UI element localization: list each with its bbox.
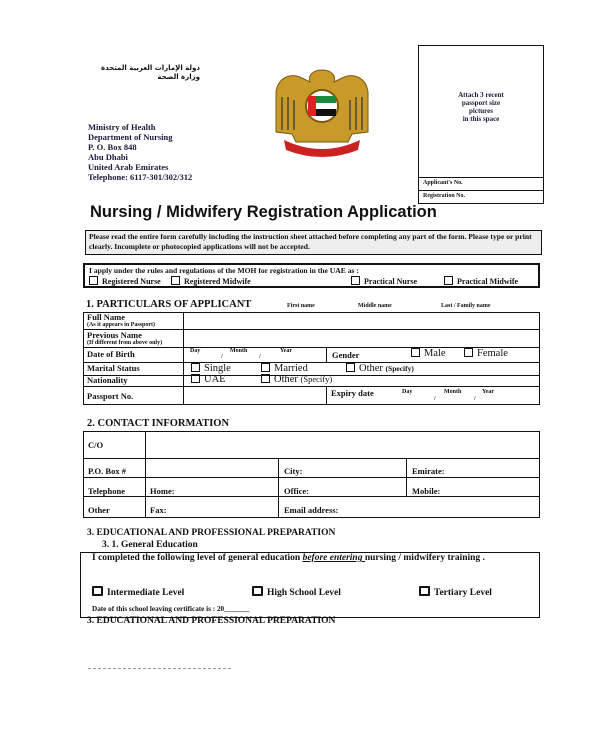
general-education-box [80,552,540,618]
nationality-label: Nationality [87,375,128,385]
option-registered-midwife[interactable] [171,276,251,287]
marital-label: Marital Status [87,363,140,373]
photo-text: pictures [469,107,493,115]
year-label: Year [280,348,292,354]
previous-name-label: Previous Name (If different from above only) [87,330,163,346]
dob-input[interactable] [185,348,325,361]
intermediate-level-option[interactable]: Intermediate Level [92,586,184,598]
address-line: Department of Nursing [88,132,173,142]
passport-input[interactable] [185,388,325,404]
address-line: P. O. Box 848 [88,142,137,152]
particulars-table [83,312,540,405]
separator: / [434,396,436,402]
option-label: Registered Nurse [102,277,161,286]
day-label: Day [190,348,201,354]
email-field[interactable]: Email address: [284,505,339,515]
checkbox-icon [261,363,270,372]
office-phone-field[interactable]: Office: [284,486,310,496]
ministry-address [88,122,192,182]
checkbox-icon [261,374,270,383]
registration-no-field[interactable]: Registration No. [419,190,543,201]
arabic-line: وزارة الصحة [157,73,200,81]
checkbox-icon [411,348,420,357]
section1-heading: 1. PARTICULARS OF APPLICANT [86,299,252,310]
checkbox-icon [464,348,473,357]
page-title: Nursing / Midwifery Registration Application [90,203,437,221]
address-line: Telephone: 6117-301/302/312 [88,172,193,182]
address-line: Abu Dhabi [88,152,128,162]
footer-divider [88,668,231,669]
option-practical-nurse[interactable] [351,276,417,287]
home-phone-field[interactable]: Home: [150,486,175,496]
separator: / [259,354,261,360]
dob-label: Date of Birth [87,349,135,359]
expiry-input[interactable] [394,388,539,404]
other-label: Other [88,505,110,515]
arabic-line: دولة الإمارات العربية المتحدة [100,64,200,72]
full-name-label: Full Name (As it appears in Passport) [87,312,156,328]
telephone-label: Telephone [88,486,126,496]
photo-text: Attach 3 recent [458,91,504,99]
checkbox-icon [89,276,98,285]
checkbox-icon [444,276,453,285]
nationality-other-option[interactable]: Other (Specify) [261,374,332,385]
photo-instructions [419,91,543,123]
tertiary-level-option[interactable]: Tertiary Level [419,586,492,598]
applicant-no-field[interactable]: Applicant's No. [419,177,543,191]
contact-table [83,431,540,518]
city-label[interactable]: City: [284,466,303,476]
section3-heading-repeat: 3. EDUCATIONAL AND PROFESSIONAL PREPARATION [87,616,336,626]
gender-label: Gender [332,350,360,360]
option-label: Practical Nurse [364,277,418,286]
section3-heading: 3. EDUCATIONAL AND PROFESSIONAL PREPARATION [87,528,336,538]
photo-text: passport size [461,99,501,107]
month-label: Month [444,389,462,395]
general-education-subheading: 3. 1. General Education [102,540,198,550]
pobox-input[interactable] [147,460,277,476]
checkbox-icon [346,363,355,372]
expiry-label: Expiry date [331,388,374,398]
last-name-header: Last / Family name [441,303,491,309]
separator: / [474,396,476,402]
day-label: Day [402,389,413,395]
month-label: Month [230,348,248,354]
gender-female-option[interactable]: Female [464,348,508,359]
previous-name-input[interactable] [185,331,539,346]
option-label: Registered Midwife [184,277,251,286]
certificate-date-field[interactable]: Date of this school leaving certificate is : 20_______ [92,605,250,613]
checkbox-icon [252,586,263,596]
education-statement: I completed the following level of general education before entering nursing / midwifery training . [92,553,485,563]
pobox-label: P.O. Box # [88,466,126,476]
co-input[interactable] [147,433,537,457]
uae-emblem-logo [272,62,372,157]
gender-male-option[interactable]: Male [411,348,446,359]
year-label: Year [482,389,494,395]
address-line: Ministry of Health [88,122,156,132]
apply-box [83,263,540,288]
apply-text: I apply under the rules and regulations of the MOH for registration in the UAE as : [89,266,359,275]
checkbox-icon [92,586,103,596]
photo-box [418,45,544,204]
fax-field[interactable]: Fax: [150,505,167,515]
passport-label: Passport No. [87,391,134,401]
section2-heading: 2. CONTACT INFORMATION [87,418,230,429]
separator: / [221,354,223,360]
nationality-uae-option[interactable]: UAE [191,374,226,385]
first-name-header: First name [287,303,315,309]
mobile-field[interactable]: Mobile: [412,486,441,496]
high-school-level-option[interactable]: High School Level [252,586,341,598]
option-registered-nurse[interactable] [89,276,161,287]
checkbox-icon [191,374,200,383]
arabic-header [90,64,200,82]
checkbox-icon [171,276,180,285]
checkbox-icon [419,586,430,596]
co-label: C/O [88,440,104,450]
middle-name-header: Middle name [358,303,392,309]
full-name-input[interactable] [185,314,539,328]
marital-married-option[interactable]: Married [261,363,308,374]
marital-other-option[interactable]: Other (Specify) [346,363,414,374]
marital-single-option[interactable]: Single [191,363,231,374]
photo-text: in this space [462,115,500,123]
option-label: Practical Midwife [457,277,519,286]
emirate-label[interactable]: Emirate: [412,466,445,476]
instructions-box: Please read the entire form carefully including the instruction sheet attached before completing any part of the form. Please type or print clearly. Incomplete or photocopied applications will not be accepted. [85,230,542,255]
checkbox-icon [351,276,360,285]
address-line: United Arab Emirates [88,162,169,172]
option-practical-midwife[interactable] [444,276,518,287]
checkbox-icon [191,363,200,372]
